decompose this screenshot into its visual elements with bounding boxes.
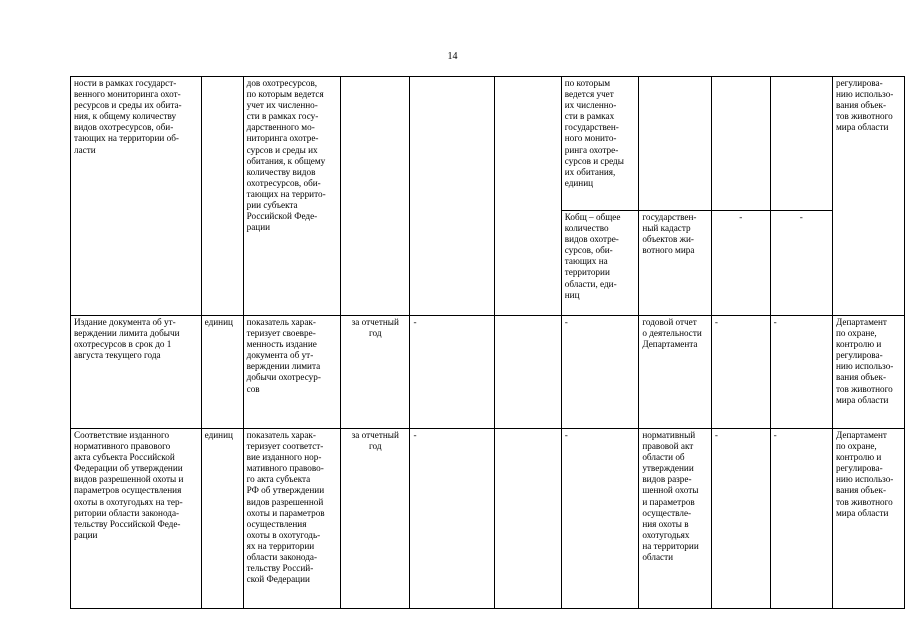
responsible-cell: Департамент по охране, контролю и регулирова- нию использо- вания объек- тов животного мира области — [832, 316, 904, 429]
basic-indicator-cell: - — [561, 429, 639, 609]
period-cell: за отчетный год — [341, 316, 410, 429]
column-10-cell: - — [770, 316, 832, 429]
unit-cell: единиц — [201, 316, 243, 429]
table-row — [71, 429, 905, 609]
period-cell — [341, 77, 410, 316]
responsible-cell: регулирова- нию использо- вания объек- тов животного мира области — [832, 77, 904, 316]
method-cell — [494, 429, 561, 609]
source-cell: нормативный правовой акт области об утверждении видов разре- шенной охоты и параметров осуществле- ния охоты в охотугодьях на территории области — [639, 429, 711, 609]
basic-indicator-cell: по которым ведется учет их численно- сти в рамках государствен- ного монито- ринга охотре- сурсов и среды их обитания, единиц — [561, 77, 639, 211]
method-cell — [494, 316, 561, 429]
source-cell — [639, 77, 711, 211]
source-cell: годовой отчет о деятельности Департамента — [639, 316, 711, 429]
indicator-name-cell: Издание документа об ут- верждении лимита добычи охотресурсов в срок до 1 августа текущего года — [71, 316, 202, 429]
indicators-table — [70, 76, 905, 609]
indicator-name-cell: ности в рамках государст- венного мониторинга охот- ресурсов и среды их обита- ния, к общему количеству видов охотресурсов, оби- тающих на территории об- ласти — [71, 77, 202, 316]
column-9-cell — [711, 77, 770, 211]
unit-cell — [201, 77, 243, 316]
indicator-name-cell: Соответствие изданного нормативного правового акта субъекта Российской Федерации об утверждении видов разрешенной охоты и параметров осуществления охоты в охотугодьях на тер- ритории области законода- тельству Российской Феде- рации — [71, 429, 202, 609]
column-9-cell: - — [711, 316, 770, 429]
column-10-cell: - — [770, 211, 832, 316]
table-row — [71, 316, 905, 429]
method-cell — [494, 77, 561, 316]
source-cell: государствен- ный кадастр объектов жи- вотного мира — [639, 211, 711, 316]
unit-cell: единиц — [201, 429, 243, 609]
definition-cell: показатель харак- теризует своевре- менность издание документа об ут- верждении лимита добычи охотресур- сов — [243, 316, 340, 429]
column-10-cell — [770, 77, 832, 211]
formula-cell: - — [410, 429, 494, 609]
table-row — [71, 77, 905, 211]
column-9-cell: - — [711, 211, 770, 316]
basic-indicator-cell: - — [561, 316, 639, 429]
page-number: 14 — [447, 51, 458, 62]
column-10-cell: - — [770, 429, 832, 609]
definition-cell: показатель харак- теризует соответст- вие изданного нор- мативного правово- го акта субъекта РФ об утверждении видов разрешенной охоты и параметров осуществления охоты в охотугодь- ях на территории области законода- тельству Россий- ской Федерации — [243, 429, 340, 609]
definition-cell: дов охотресурсов, по которым ведется учет их численно- сти в рамках госу- дарственного мо- ниторинга охотре- сурсов и среды их обитания, к общему количеству видов охотресурсов, оби- тающих на террито- рии субъекта Российской Феде- рации — [243, 77, 340, 316]
basic-indicator-cell: Кобщ – общее количество видов охотре- сурсов, оби- тающих на территории области, еди- ниц — [561, 211, 639, 316]
column-9-cell: - — [711, 429, 770, 609]
formula-cell: - — [410, 316, 494, 429]
formula-cell — [410, 77, 494, 316]
responsible-cell: Департамент по охране, контролю и регулирова- нию использо- вания объек- тов животного мира области — [832, 429, 904, 609]
period-cell: за отчетный год — [341, 429, 410, 609]
